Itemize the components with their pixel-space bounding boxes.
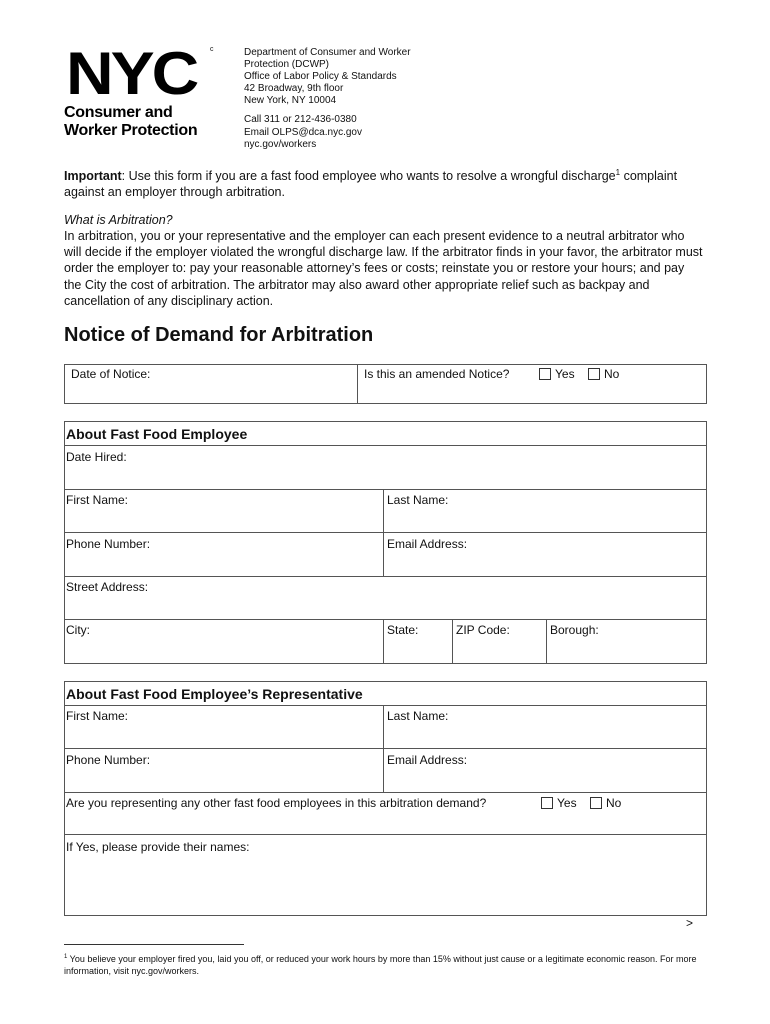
arbitration-explanation: In arbitration, you or your representative and the employer can each present evidence to a neutral arbitrator who will decide if the employer violated the wrongful discharge law. If the arbitrator finds in your favor, the arbitrator must order the employer to: pay your reasonable attorney’s fees or costs; reinstate you or restore your hours; and pay the City the cost of arbitration. The arbitrator may also award other appropriate relief such as backpay and cancellation of any disciplinary action. [64,229,703,308]
contact-email: Email OLPS@dca.nyc.gov [244,126,362,138]
amended-no-option[interactable]: No [588,367,619,381]
employee-zip-field[interactable]: ZIP Code: [456,623,510,637]
arbitration-question: What is Arbitration? [64,213,173,227]
other-employee-names-field[interactable]: If Yes, please provide their names: [66,840,250,854]
divider [452,619,453,664]
divider [64,748,707,749]
page-header [64,38,714,154]
contact-phone: Call 311 or 212-436-0380 [244,114,357,125]
contact-website[interactable]: nyc.gov/workers [244,139,317,150]
divider [546,619,547,664]
divider [64,445,707,446]
important-notice: Important: Use this form if you are a fast food employee who wants to resolve a wrongful discharge$^1$ complaint against an employer through arbitration. [64,167,678,199]
rep-email-field[interactable]: Email Address: [387,753,468,767]
footnote-rule [64,944,244,945]
form-title: Notice of Demand for Arbitration [64,324,374,346]
employee-state-field[interactable]: State: [387,623,419,637]
employee-section [64,421,707,664]
amended-yes-option[interactable]: Yes [539,367,575,381]
amended-yes-checkbox[interactable] [539,368,551,380]
nyc-logo-mark: NYC [66,38,197,107]
divider [64,705,707,706]
rep-first-name-field[interactable]: First Name: [66,709,129,723]
amended-no-checkbox[interactable] [588,368,600,380]
rep-phone-field[interactable]: Phone Number: [66,753,151,767]
other-employees-no-checkbox[interactable] [590,797,602,809]
divider [383,619,384,664]
divider [64,834,707,835]
employee-last-name-field[interactable]: Last Name: [387,493,449,507]
date-hired-field[interactable]: Date Hired: [66,450,127,464]
employee-section-heading: About Fast Food Employee [66,426,248,442]
employee-phone-field[interactable]: Phone Number: [66,537,151,551]
agency-address: Department of Consumer and Worker Protection (DCWP) Office of Labor Policy & Standards 42 Broadway, 9th floor New York, NY 10004 [244,47,411,106]
other-employees-yes-option[interactable]: Yes [541,796,577,810]
other-employees-yes-checkbox[interactable] [541,797,553,809]
logo-agency-name: Consumer and Worker Protection [64,104,198,139]
divider [64,489,707,490]
employee-email-field[interactable]: Email Address: [387,537,468,551]
rep-last-name-field[interactable]: Last Name: [387,709,449,723]
nyc-logo [64,38,224,144]
divider [64,576,707,577]
date-of-notice-field[interactable]: Date of Notice: [71,367,151,381]
employee-first-name-field[interactable]: First Name: [66,493,129,507]
next-page-marker: > [686,916,694,930]
amended-notice-label: Is this an amended Notice? [364,367,510,381]
divider [64,792,707,793]
divider [64,619,707,620]
divider [357,364,358,404]
employee-borough-field[interactable]: Borough: [550,623,599,637]
other-employees-no-option[interactable]: No [590,796,621,810]
representative-section-heading: About Fast Food Employee’s Representative [66,686,363,702]
divider [64,532,707,533]
footnote: $^1$ You believe your employer fired you, laid you off, or reduced your work hours by more than 15% without just cause or a legitimate economic reason. For more information, visit nyc.gov/workers. [64,954,697,976]
other-employees-question: Are you representing any other fast food employees in this arbitration demand? [66,796,487,810]
agency-contact [244,114,464,152]
footnote-reference: 1 [615,167,621,177]
logo-registered-mark: c [210,46,214,53]
employee-city-field[interactable]: City: [66,623,90,637]
employee-street-address-field[interactable]: Street Address: [66,580,149,594]
